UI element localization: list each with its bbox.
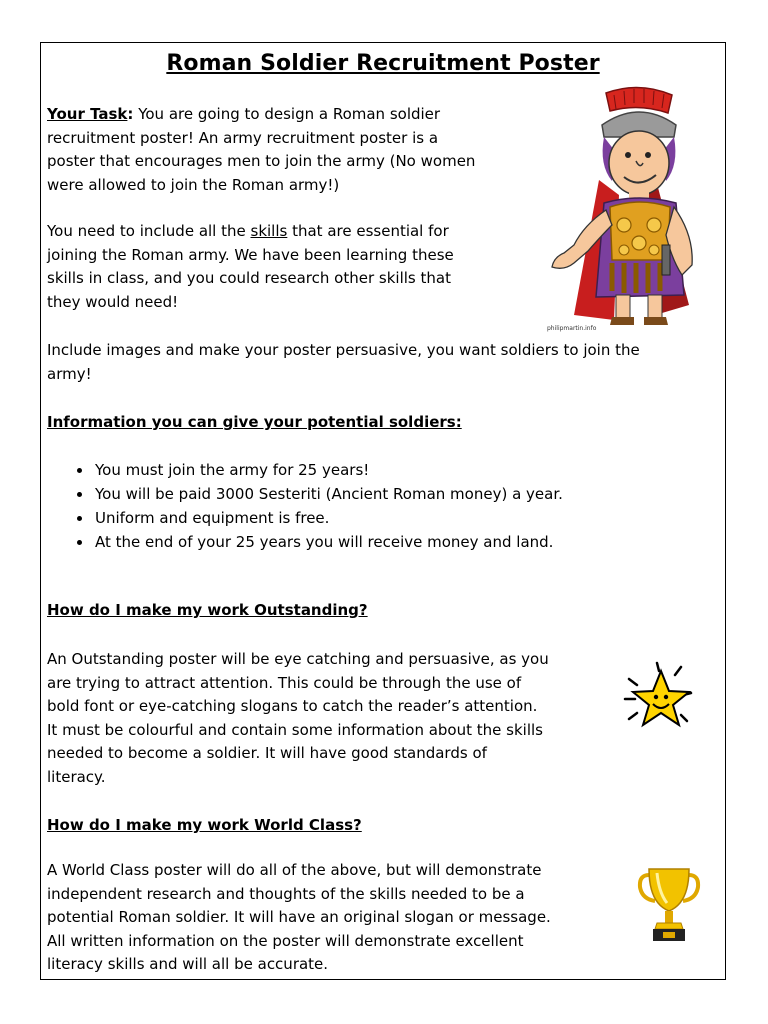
task-colon: :	[127, 105, 134, 123]
info-heading: Information you can give your potential soldiers:	[47, 413, 462, 431]
world-class-line: independent research and thoughts of the skills needed to be a	[47, 884, 525, 903]
world-class-line: All written information on the poster will demonstrate excellent	[47, 931, 524, 950]
skills-line-4: they would need!	[47, 292, 179, 311]
images-paragraph	[47, 339, 640, 386]
bullet-item: • At the end of your 25 years you will receive money and land.	[93, 530, 563, 554]
outstanding-line: needed to become a soldier. It will have good standards of	[47, 744, 487, 763]
outstanding-heading: How do I make my work Outstanding?	[47, 601, 368, 619]
bullet-item: • You will be paid 3000 Sesteriti (Ancient Roman money) a year.	[93, 482, 563, 506]
world-class-heading: How do I make my work World Class?	[47, 816, 362, 834]
outstanding-line: An Outstanding poster will be eye catching and persuasive, as you	[47, 650, 549, 668]
info-bullet-list	[47, 458, 563, 554]
task-label: Your Task	[47, 105, 128, 123]
task-line-2: recruitment poster! An army recruitment poster is a	[47, 128, 439, 147]
world-class-line: A World Class poster will do all of the above, but will demonstrate	[47, 861, 542, 879]
task-paragraph	[47, 103, 475, 197]
smiling-star-icon	[621, 659, 697, 739]
skills-line-3: skills in class, and you could research other skills that	[47, 269, 451, 288]
task-line-1	[47, 103, 475, 127]
outstanding-line: It must be colourful and contain some information about the skills	[47, 720, 543, 739]
task-line-4: were allowed to join the Roman army!)	[47, 175, 340, 194]
roman-soldier-icon	[544, 85, 714, 333]
page-title: Roman Soldier Recruitment Poster	[166, 51, 600, 76]
outstanding-line: literacy.	[47, 767, 106, 786]
world-class-line: literacy skills and will all be accurate.	[47, 955, 329, 974]
outstanding-line: bold font or eye-catching slogans to catch the reader’s attention.	[47, 697, 538, 716]
gold-trophy-icon	[637, 865, 701, 947]
skills-line-1	[47, 220, 454, 244]
skills-line-1-post: that are essential for	[287, 222, 449, 240]
bullet-item: • Uniform and equipment is free.	[93, 506, 563, 530]
skills-paragraph	[47, 220, 454, 314]
world-class-line: potential Roman soldier. It will have an original slogan or message.	[47, 908, 551, 927]
worksheet-page	[40, 42, 726, 980]
image-credit: philipmartin.info	[547, 325, 597, 332]
images-line-1: Include images and make your poster persuasive, you want soldiers to join the	[47, 341, 640, 359]
skills-line-1-pre: You need to include all the	[47, 222, 251, 240]
outstanding-line: are trying to attract attention. This could be through the use of	[47, 673, 522, 692]
task-line-1-text: You are going to design a Roman soldier	[138, 105, 441, 123]
task-line-3: poster that encourages men to join the army (No women	[47, 152, 476, 171]
skills-line-2: joining the Roman army. We have been learning these	[47, 245, 454, 264]
world-class-paragraph	[47, 859, 551, 977]
skills-word: skills	[250, 222, 288, 240]
bullet-item: • You must join the army for 25 years!	[93, 458, 563, 482]
outstanding-paragraph	[47, 648, 549, 790]
images-line-2: army!	[47, 364, 92, 383]
